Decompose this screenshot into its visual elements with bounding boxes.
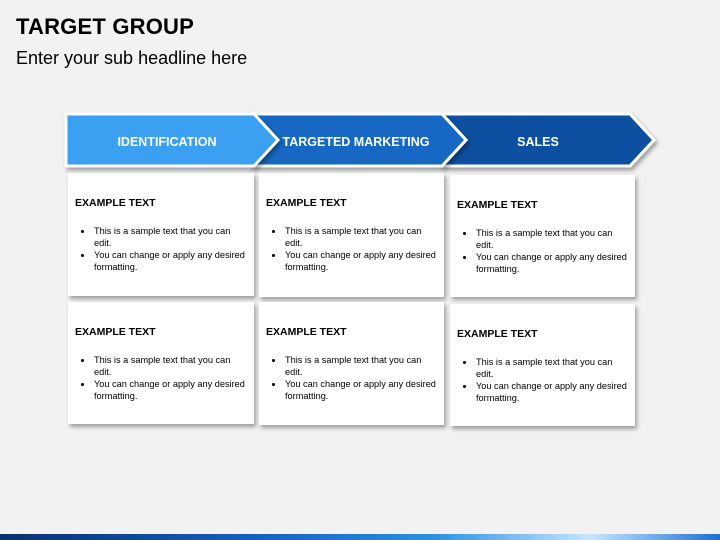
bullet-list (266, 225, 438, 273)
page-title: TARGET GROUP (16, 14, 194, 39)
bullet-item: • This is a sample text that you can edit. (475, 356, 629, 380)
bullet-item: • You can change or apply any desired formatting. (475, 380, 629, 404)
card-title: EXAMPLE TEXT (266, 197, 347, 209)
bullet-item: • This is a sample text that you can edit. (475, 227, 629, 251)
stage-label-identification: IDENTIFICATION (117, 135, 217, 149)
bullet-list (266, 354, 438, 402)
bullet-item: • This is a sample text that you can edit. (284, 354, 438, 378)
stage-label-sales: SALES (517, 135, 559, 149)
footer-accent-bar (0, 534, 720, 540)
info-card (259, 302, 444, 425)
stage-label-targeted-marketing: TARGETED MARKETING (282, 135, 430, 149)
card-title: EXAMPLE TEXT (75, 197, 156, 209)
bullet-list (75, 354, 248, 402)
info-card (450, 304, 635, 426)
bullet-item: • You can change or apply any desired formatting. (475, 251, 629, 275)
bullet-item: • This is a sample text that you can edit. (93, 225, 248, 249)
bullet-item: • You can change or apply any desired formatting. (284, 378, 438, 402)
bullet-item: • This is a sample text that you can edit. (284, 225, 438, 249)
info-card (68, 302, 254, 424)
info-card (450, 175, 635, 297)
page-subtitle: Enter your sub headline here (16, 48, 248, 68)
card-title: EXAMPLE TEXT (457, 199, 538, 211)
bullet-item: • This is a sample text that you can edit. (93, 354, 248, 378)
bullet-item: • You can change or apply any desired formatting. (93, 378, 248, 402)
bullet-list (457, 227, 629, 275)
card-title: EXAMPLE TEXT (457, 328, 538, 340)
info-card (68, 173, 254, 296)
bullet-item: • You can change or apply any desired formatting. (93, 249, 248, 273)
card-title: EXAMPLE TEXT (266, 326, 347, 338)
info-card (259, 173, 444, 297)
bullet-item: • You can change or apply any desired formatting. (284, 249, 438, 273)
card-title: EXAMPLE TEXT (75, 326, 156, 338)
bullet-list (457, 356, 629, 404)
bullet-list (75, 225, 248, 273)
